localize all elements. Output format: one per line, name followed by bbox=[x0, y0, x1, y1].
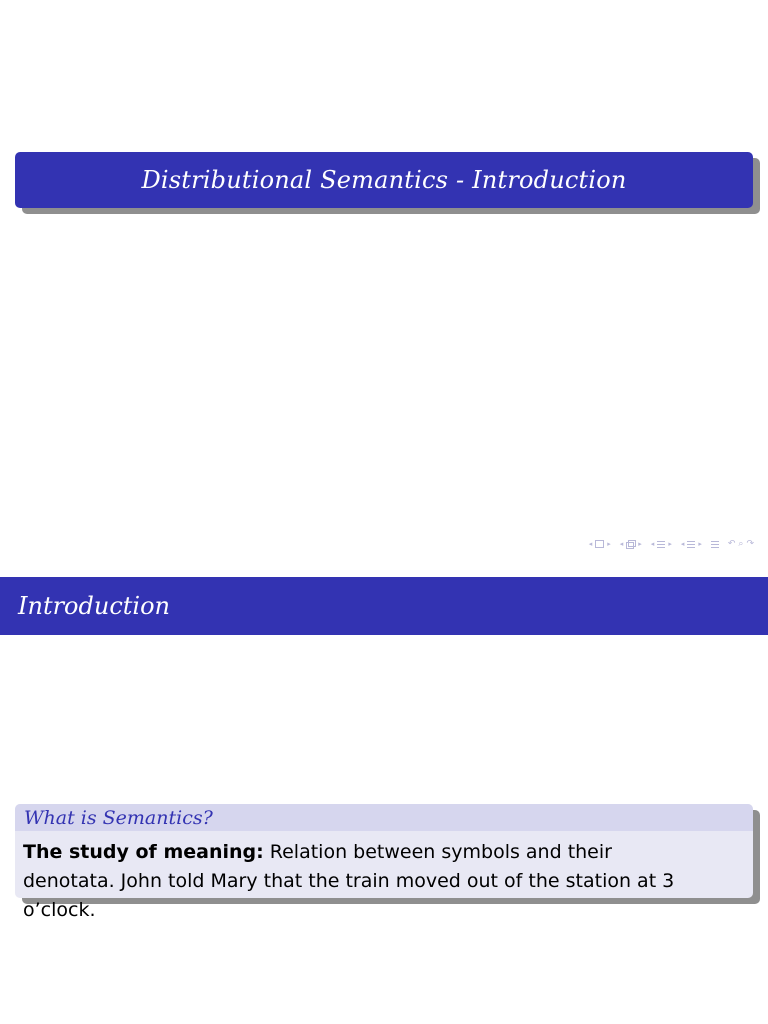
frame-title-bar bbox=[0, 577, 768, 635]
frame-icon[interactable] bbox=[595, 540, 604, 548]
nav-align-group[interactable] bbox=[710, 540, 720, 549]
nav-frame-group[interactable] bbox=[588, 540, 612, 548]
presentation-title-box bbox=[15, 152, 753, 208]
presentation-title: Distributional Semantics - Introduction bbox=[141, 166, 627, 194]
next-arrow-icon[interactable]: ▸ bbox=[668, 540, 672, 548]
section-icon[interactable] bbox=[657, 540, 665, 549]
prev-arrow-icon[interactable]: ◂ bbox=[650, 540, 655, 548]
block-bold-lead: The study of meaning: bbox=[23, 841, 264, 863]
next-arrow-icon[interactable]: ▸ bbox=[638, 540, 642, 548]
subsection-icon[interactable] bbox=[626, 540, 635, 548]
nav-document-group[interactable] bbox=[680, 540, 703, 549]
document-icon[interactable] bbox=[687, 540, 695, 549]
search-icon[interactable]: ⌕ bbox=[738, 539, 744, 549]
nav-subsection-group[interactable] bbox=[619, 540, 643, 548]
align-icon[interactable] bbox=[711, 540, 719, 549]
next-arrow-icon[interactable]: ▸ bbox=[607, 540, 611, 548]
block-title: What is Semantics? bbox=[24, 806, 213, 829]
next-arrow-icon[interactable]: ▸ bbox=[698, 540, 702, 548]
redo-icon[interactable]: ↷ bbox=[746, 539, 754, 549]
nav-section-group[interactable] bbox=[650, 540, 673, 549]
block-body-text: Relation between symbols and their denotata. John told Mary that the train moved out of the station at 3 o’clock. bbox=[23, 841, 675, 921]
prev-arrow-icon[interactable]: ◂ bbox=[619, 540, 624, 548]
block-body bbox=[23, 838, 683, 925]
block-title-bar bbox=[15, 804, 753, 831]
frame-title: Introduction bbox=[18, 592, 170, 620]
nav-search-group[interactable] bbox=[727, 539, 755, 549]
prev-arrow-icon[interactable]: ◂ bbox=[588, 540, 593, 548]
beamer-navigation-bar bbox=[588, 539, 760, 549]
prev-arrow-icon[interactable]: ◂ bbox=[680, 540, 685, 548]
undo-icon[interactable]: ↶ bbox=[727, 539, 736, 549]
